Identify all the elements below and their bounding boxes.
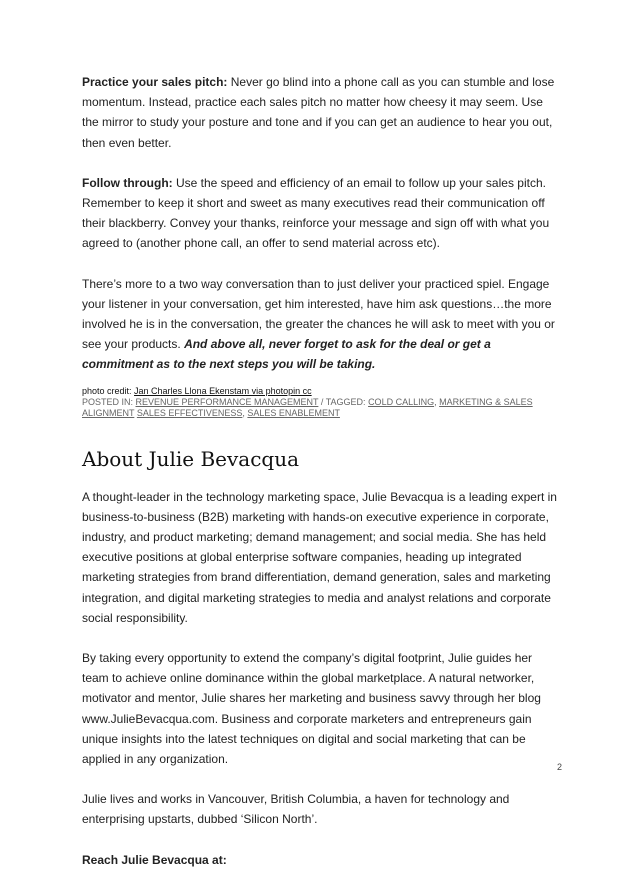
reach-line <box>82 850 562 870</box>
about-paragraph-2: By taking every opportunity to extend the company’s digital footprint, Julie guides her team to achieve online dominance within the global marketplace. A natural networker, motivator and mentor, Julie shares her marketing and business savvy through her blog www.JulieBevacqua.com. Business and corporate marketers and entrepreneurs gain unique insights into the latest techniques on digital and social marketing that can be applied in any organization. <box>82 651 541 767</box>
reach-label: Reach Julie Bevacqua at: <box>82 852 227 867</box>
tagged-label: / TAGGED: <box>318 396 369 407</box>
post-meta: POSTED IN: REVENUE PERFORMANCE MANAGEMENT / TAGGED: COLD CALLING, MARKETING & SALES ALIGNMENT SALES EFFECTIVENESS, SALES ENABLEMENT <box>82 396 533 418</box>
paragraph-text: There’s more to a two way conversation than to just deliver your practiced spiel. Engage your listener in your conversation, get him interested, have him ask questions…the more involved he is in the conversation, the greater the chances he will ask to meet with you or see your products. <box>82 276 555 352</box>
posted-in-label: POSTED IN: <box>82 396 136 407</box>
photo-credit <box>82 386 562 397</box>
about-heading: About Julie Bevacqua <box>82 446 300 471</box>
photo-credit-link[interactable]: Jan Charles Llona Ekenstam via photopin cc <box>134 385 312 396</box>
about-paragraph-3: Julie lives and works in Vancouver, British Columbia, a haven for technology and enterprising upstarts, dubbed ‘Silicon North’. <box>82 792 510 827</box>
paragraph-text: Never go blind into a phone call as you can stumble and lose momentum. Instead, practice each sales pitch no matter how cheesy it may seem. Use the mirror to study your posture and tone and if you can get an audience to hear you out, then even better. <box>82 75 555 150</box>
photo-credit-prefix: photo credit: <box>82 385 135 396</box>
tag-link-sales-effectiveness[interactable]: SALES EFFECTIVENESS <box>136 407 243 418</box>
paragraph-text: Use the speed and efficiency of an email to follow up your sales pitch. Remember to keep it short and sweet as many executives read their communication off their blackberry. Convey your thanks, reinforce your message and sign off with what you agreed to (another phone call, an offer to send material across etc). <box>82 175 550 251</box>
document-page <box>82 72 562 870</box>
paragraph-follow-through <box>82 173 562 254</box>
paragraph-emphasis: And above all, never forget to ask for the deal or get a commitment as to the next steps you will be taking. <box>82 337 491 372</box>
paragraph-practice-pitch <box>82 72 562 153</box>
tag-link-marketing-sales-alignment[interactable]: MARKETING & SALES ALIGNMENT <box>82 396 533 418</box>
category-link[interactable]: REVENUE PERFORMANCE MANAGEMENT <box>135 396 319 407</box>
about-paragraph-1: A thought-leader in the technology marketing space, Julie Bevacqua is a leading expert in business-to-business (B2B) marketing with hands-on executive experience in corporate, industry, and product marketing; demand management; and social media. She has held executive positions at global enterprise software companies, heading up integrated marketing strategies from brand differentiation, demand generation, sales and marketing integration, and digital marketing strategies to media and analyst relations and corporate social responsibility. <box>82 489 557 625</box>
tag-link-cold-calling[interactable]: COLD CALLING <box>368 396 435 407</box>
paragraph-lead: Practice your sales pitch: <box>82 75 228 89</box>
paragraph-lead: Follow through: <box>82 175 173 190</box>
page-number: 2 <box>556 762 562 772</box>
paragraph-conversation <box>82 274 562 375</box>
tag-link-sales-enablement[interactable]: SALES ENABLEMENT <box>247 407 340 418</box>
